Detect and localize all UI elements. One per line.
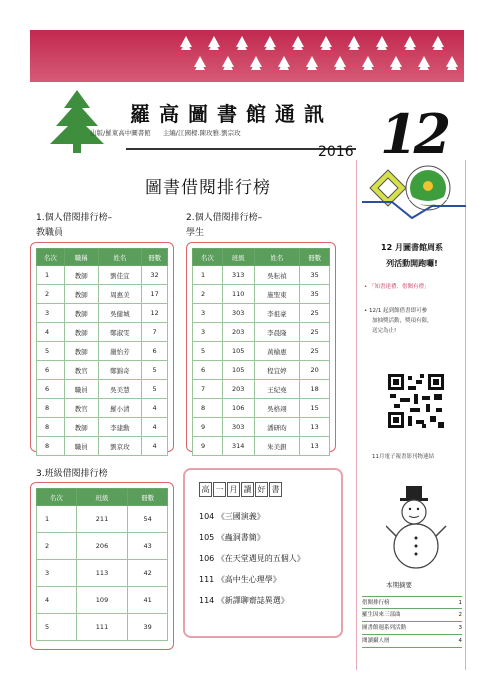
- section-student-heading: [186, 211, 262, 241]
- table-row: [193, 418, 330, 437]
- event-bullet-text: 加抽獎活動，獎項有限，: [372, 318, 433, 324]
- table-cell: 8: [37, 437, 65, 456]
- issue-number: 12: [380, 102, 448, 166]
- toc-page: 4: [458, 638, 462, 644]
- table-cell: 6: [142, 342, 168, 361]
- toc-row[interactable]: [362, 635, 462, 648]
- table-cell: 203: [222, 323, 254, 342]
- table-cell: 25: [300, 342, 330, 361]
- table-cell: 8: [37, 399, 65, 418]
- table-cell: 18: [300, 380, 330, 399]
- event-bullet-text: 「知書達禮．借閱有禮」: [369, 284, 430, 290]
- tree-icon: [376, 36, 388, 47]
- tree-icon: [334, 56, 346, 67]
- tree-icon: [292, 36, 304, 47]
- tree-icon: [236, 36, 248, 47]
- table-header-row: [37, 489, 168, 506]
- toc-row[interactable]: [362, 622, 462, 635]
- table-row: [37, 437, 168, 456]
- event-title-line: 列活動開跑囉!: [386, 259, 438, 268]
- table-row: [193, 437, 330, 456]
- table-row: [37, 506, 168, 533]
- table-row: [193, 266, 330, 285]
- heading-char: 好: [255, 482, 268, 497]
- column-header: 班級: [222, 249, 254, 266]
- table-row: [37, 304, 168, 323]
- table-cell: 12: [142, 304, 168, 323]
- books-heading: [199, 482, 282, 497]
- table-cell: 黃榆惠: [254, 342, 300, 361]
- table-cell: 203: [222, 380, 254, 399]
- toc-page: 3: [458, 625, 462, 631]
- toc-label: 借閱排行榜: [362, 600, 390, 606]
- table-cell: 施聖東: [254, 285, 300, 304]
- book-item: 106 《在天堂遇見的五個人》: [199, 554, 305, 563]
- table-cell: 李建勳: [98, 418, 142, 437]
- class-ranking-table: [36, 488, 168, 641]
- table-cell: 職員: [64, 437, 98, 456]
- tree-icon: [250, 56, 262, 67]
- tree-icon: [404, 36, 416, 47]
- heading-char: 一: [213, 482, 226, 497]
- toc-page: 1: [458, 600, 462, 606]
- table-cell: 潘研昀: [254, 418, 300, 437]
- table-cell: 5: [37, 614, 77, 641]
- tree-icon: [362, 56, 374, 67]
- table-header-row: [193, 249, 330, 266]
- book-item: 111 《高中生心理學》: [199, 575, 281, 584]
- tree-icon: [208, 36, 220, 47]
- column-header: 職稱: [64, 249, 98, 266]
- table-cell: 4: [37, 323, 65, 342]
- table-cell: 教官: [64, 399, 98, 418]
- table-row: [37, 285, 168, 304]
- toc-page: 2: [458, 612, 462, 618]
- table-cell: 110: [222, 285, 254, 304]
- table-cell: 5: [142, 361, 168, 380]
- heading-char: 讀: [241, 482, 254, 497]
- table-row: [37, 399, 168, 418]
- column-header: 名次: [37, 249, 65, 266]
- table-cell: 42: [128, 560, 168, 587]
- table-row: [37, 361, 168, 380]
- staff-ranking-table: [36, 248, 168, 456]
- table-cell: 35: [300, 266, 330, 285]
- table-cell: 113: [76, 560, 128, 587]
- table-cell: 吳耘禎: [254, 266, 300, 285]
- table-cell: 43: [128, 533, 168, 560]
- tree-icon: [320, 36, 332, 47]
- table-cell: 教師: [64, 304, 98, 323]
- qr-code-icon[interactable]: [386, 372, 446, 430]
- recommended-books-box: [183, 468, 343, 638]
- table-cell: 15: [300, 399, 330, 418]
- table-cell: 211: [76, 506, 128, 533]
- table-cell: 王紀堯: [254, 380, 300, 399]
- tree-logo-icon: [42, 86, 112, 156]
- tree-icon: [390, 56, 402, 67]
- tree-icon: [418, 56, 430, 67]
- table-of-contents: [362, 596, 462, 648]
- table-cell: 周惠美: [98, 285, 142, 304]
- tree-icon: [446, 56, 458, 67]
- table-cell: 1: [37, 266, 65, 285]
- table-cell: 教師: [64, 418, 98, 437]
- snowman-icon: [386, 486, 450, 574]
- table-row: [37, 560, 168, 587]
- tree-icon: [222, 56, 234, 67]
- masthead: [30, 84, 464, 166]
- table-cell: 1: [37, 506, 77, 533]
- table-cell: 6: [37, 380, 65, 399]
- tree-icon: [264, 36, 276, 47]
- table-row: [193, 380, 330, 399]
- table-cell: 106: [222, 399, 254, 418]
- table-cell: 41: [128, 587, 168, 614]
- table-cell: 25: [300, 304, 330, 323]
- table-cell: 111: [76, 614, 128, 641]
- section-heading: 1.個人借閱排行榜–: [36, 213, 113, 223]
- table-cell: 朱美鋇: [254, 437, 300, 456]
- book-item: 114 《新譯聊齋誌異選》: [199, 596, 289, 605]
- table-cell: 35: [300, 285, 330, 304]
- column-header: 名次: [193, 249, 223, 266]
- tree-icon: [278, 56, 290, 67]
- table-cell: 206: [76, 533, 128, 560]
- tree-icon: [306, 56, 318, 67]
- table-cell: 7: [193, 380, 223, 399]
- table-cell: 程宜婷: [254, 361, 300, 380]
- table-row: [193, 304, 330, 323]
- table-row: [37, 533, 168, 560]
- tree-icon: [194, 56, 206, 67]
- table-cell: 54: [128, 506, 168, 533]
- table-cell: 3: [193, 304, 223, 323]
- table-row: [193, 361, 330, 380]
- column-header: 班級: [76, 489, 128, 506]
- table-cell: 9: [193, 437, 223, 456]
- table-cell: 劉佳宜: [98, 266, 142, 285]
- table-cell: 吳美慧: [98, 380, 142, 399]
- event-bullet-text: 12/1 起到館借書即可參: [369, 308, 428, 314]
- table-cell: 13: [300, 418, 330, 437]
- tree-icon: [432, 36, 444, 47]
- table-cell: 8: [37, 418, 65, 437]
- column-header: 冊數: [128, 489, 168, 506]
- table-cell: 職員: [64, 380, 98, 399]
- table-cell: 303: [222, 418, 254, 437]
- table-cell: 李晨隆: [254, 323, 300, 342]
- table-cell: 4: [142, 399, 168, 418]
- table-cell: 303: [222, 304, 254, 323]
- table-cell: 6: [193, 361, 223, 380]
- section-class-heading: 3.班級借閱排行榜: [36, 469, 108, 479]
- table-row: [37, 418, 168, 437]
- toc-title: 本期摘要: [386, 581, 412, 589]
- table-cell: 教師: [64, 342, 98, 361]
- heading-char: 高: [199, 482, 212, 497]
- library-logo-icon: [362, 162, 466, 232]
- heading-char: 月: [227, 482, 240, 497]
- event-title-line: 12 月圖書館周系: [381, 243, 443, 252]
- toc-label: 羅生因來三部曲: [362, 612, 401, 618]
- table-cell: 5: [193, 342, 223, 361]
- book-list: [199, 506, 305, 611]
- tree-icon: [348, 36, 360, 47]
- table-cell: 4: [142, 418, 168, 437]
- table-cell: 嚴怡芳: [98, 342, 142, 361]
- event-title: [360, 240, 464, 272]
- table-row: [37, 323, 168, 342]
- table-cell: 4: [37, 587, 77, 614]
- table-cell: 教師: [64, 285, 98, 304]
- book-item: 105 《蟲洞書簡》: [199, 533, 265, 542]
- table-cell: 105: [222, 361, 254, 380]
- table-row: [37, 266, 168, 285]
- table-cell: 4: [142, 437, 168, 456]
- table-cell: 9: [193, 418, 223, 437]
- table-cell: 5: [142, 380, 168, 399]
- table-cell: 39: [128, 614, 168, 641]
- table-cell: 2: [37, 533, 77, 560]
- table-row: [193, 399, 330, 418]
- event-bullet-text: 送完為止!: [372, 328, 397, 334]
- newsletter-credits: [90, 128, 251, 137]
- toc-label: 圖書館週系列活動: [362, 625, 407, 631]
- table-cell: 17: [142, 285, 168, 304]
- table-cell: 25: [300, 323, 330, 342]
- table-row: [37, 342, 168, 361]
- table-cell: 吳健城: [98, 304, 142, 323]
- table-cell: 鄭淑雯: [98, 323, 142, 342]
- section-staff-heading: [36, 211, 112, 241]
- table-cell: 8: [193, 399, 223, 418]
- table-cell: 2: [193, 285, 223, 304]
- toc-row[interactable]: [362, 596, 462, 609]
- section-subheading: 教職員: [36, 228, 64, 238]
- column-header: 冊數: [142, 249, 168, 266]
- table-row: [37, 380, 168, 399]
- table-row: [193, 342, 330, 361]
- table-row: [37, 614, 168, 641]
- column-header: 姓名: [254, 249, 300, 266]
- table-cell: 6: [37, 361, 65, 380]
- column-header: 名次: [37, 489, 77, 506]
- section-heading: 2.個人借閱排行榜–: [186, 213, 263, 223]
- section-subheading: 學生: [186, 228, 205, 238]
- toc-label: 閱讀攝人層: [362, 638, 390, 644]
- table-cell: 吳格翊: [254, 399, 300, 418]
- table-header-row: [37, 249, 168, 266]
- newsletter-title: 羅高圖書館通訊: [130, 102, 333, 126]
- table-cell: 劉京玫: [98, 437, 142, 456]
- table-cell: 教師: [64, 266, 98, 285]
- table-cell: 李祖豪: [254, 304, 300, 323]
- table-cell: 32: [142, 266, 168, 285]
- column-header: 冊數: [300, 249, 330, 266]
- table-row: [37, 587, 168, 614]
- table-cell: 313: [222, 266, 254, 285]
- table-cell: 7: [142, 323, 168, 342]
- table-cell: 3: [37, 560, 77, 587]
- qr-caption: 11月電子報書影刊物連結: [372, 454, 434, 460]
- table-cell: 20: [300, 361, 330, 380]
- toc-row[interactable]: [362, 609, 462, 622]
- table-cell: 13: [300, 437, 330, 456]
- student-ranking-table: [192, 248, 330, 456]
- header-banner: [30, 30, 464, 82]
- table-cell: 教師: [64, 323, 98, 342]
- table-cell: 314: [222, 437, 254, 456]
- page-title: 圖書借閱排行榜: [145, 178, 271, 198]
- table-cell: 羅小清: [98, 399, 142, 418]
- table-cell: 鄭錦奇: [98, 361, 142, 380]
- table-cell: 109: [76, 587, 128, 614]
- publisher-text: 出版/羅東高中圖書館: [90, 129, 151, 137]
- table-cell: 5: [37, 342, 65, 361]
- event-bullet: • 12/1 起到館借書即可參 加抽獎活動，獎項有限， 送完為止!: [364, 308, 433, 334]
- table-row: [193, 323, 330, 342]
- table-row: [193, 285, 330, 304]
- tree-icon: [180, 36, 192, 47]
- column-header: 姓名: [98, 249, 142, 266]
- book-item: 104 《三國演義》: [199, 512, 265, 521]
- editors-text: 主編/江國樑.陳玫雅.劉宗玫: [162, 129, 241, 137]
- heading-char: 書: [269, 482, 282, 497]
- table-cell: 3: [193, 323, 223, 342]
- table-cell: 3: [37, 304, 65, 323]
- issue-year: 2016: [318, 144, 354, 160]
- table-cell: 教官: [64, 361, 98, 380]
- table-cell: 105: [222, 342, 254, 361]
- event-bullet: • 「知書達禮．借閱有禮」: [364, 284, 430, 290]
- table-cell: 1: [193, 266, 223, 285]
- table-cell: 2: [37, 285, 65, 304]
